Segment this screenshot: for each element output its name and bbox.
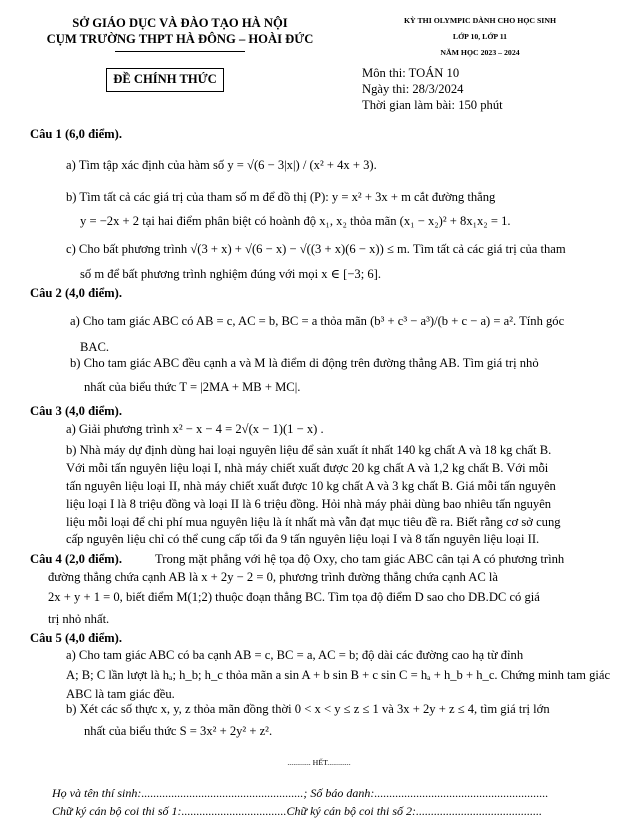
exam-grade: LỚP 10, LỚP 11 xyxy=(452,32,508,41)
q2-a-line1: a) Cho tam giác ABC có AB = c, AC = b, BC = a thỏa mãn (b³ + c³ − a³)/(b + c − a) = a². Tính góc xyxy=(70,314,565,328)
q5-a-line1: a) Cho tam giác ABC có ba cạnh AB = c, BC = a, AC = b; độ dài các đường cao hạ từ đỉnh xyxy=(66,648,524,662)
q3-a: a) Giải phương trình x² − x − 4 = 2√(x − 1)(1 − x) . xyxy=(66,422,324,436)
q2-b-line2: nhất của biểu thức T = |2MA + MB + MC|. xyxy=(84,380,301,394)
q4-line4: trị nhỏ nhất. xyxy=(48,612,110,626)
q1-c-line1: c) Cho bất phương trình √(3 + x) + √(6 − x) − √((3 + x)(6 − x)) ≤ m. Tìm tất cả các giá trị của tham xyxy=(66,242,566,256)
subject: Môn thi: TOÁN 10 xyxy=(362,66,460,80)
q5-title: Câu 5 (4,0 điểm). xyxy=(30,631,122,645)
dept-name: SỞ GIÁO DỤC VÀ ĐÀO TẠO HÀ NỘI xyxy=(72,16,288,30)
proctor-signature-line: Chữ ký cán bộ coi thi số 1:...................................Chữ ký cán bộ coi thi số 2:.......................................... xyxy=(52,804,543,818)
q2-a-line2: BAC. xyxy=(80,340,110,354)
q1-b-line2: y = −2x + 2 tại hai điểm phân biệt có hoành độ x₁, x₂ thỏa mãn (x₁ − x₂)² + 8x₁x₂ = 1. xyxy=(80,214,511,228)
q3-b-line3: tấn nguyên liệu loại II, nhà máy chiết xuất được 10 kg chất A và 3 kg chất B. Giá mỗi tấn nguyên xyxy=(66,479,556,493)
q3-b-line5: liệu mỗi loại để chi phí mua nguyên liệu là ít nhất mà vẫn đạt mục tiêu đề ra. Biết rằng cơ sở cung xyxy=(66,515,561,529)
official-label: ĐỀ CHÍNH THỨC xyxy=(113,72,217,86)
q5-b-line2: nhất của biểu thức S = 3x² + 2y² + z². xyxy=(84,724,273,738)
exam-date: Ngày thi: 28/3/2024 xyxy=(362,82,464,96)
q5-b-line1: b) Xét các số thực x, y, z thỏa mãn đồng thời 0 < x < y ≤ z ≤ 1 và 3x + 2y + z ≤ 4, tìm giá trị lớn xyxy=(66,702,550,716)
q4-line3: 2x + y + 1 = 0, biết điểm M(1;2) thuộc đoạn thẳng BC. Tìm tọa độ điểm D sao cho DB.DC có giá xyxy=(48,590,540,604)
q2-title: Câu 2 (4,0 điểm). xyxy=(30,286,122,300)
exam-year: NĂM HỌC 2023 – 2024 xyxy=(440,48,520,57)
exam-title: KỲ THI OLYMPIC DÀNH CHO HỌC SINH xyxy=(403,16,557,25)
q1-b-line1: b) Tìm tất cả các giá trị của tham số m để đồ thị (P): y = x² + 3x + m cắt đường thẳng xyxy=(66,190,496,204)
q2-b-line1: b) Cho tam giác ABC đều cạnh a và M là điểm di động trên đường thẳng AB. Tìm giá trị nhỏ xyxy=(70,356,539,370)
q3-b-line2: Với mỗi tấn nguyên liệu loại I, nhà máy chiết xuất được 20 kg chất A và 1,2 kg chất B. Với mỗi xyxy=(66,461,549,475)
q4-line2: đường thẳng chứa cạnh AB là x + 2y − 2 = 0, phương trình đường thẳng chứa cạnh AC là xyxy=(48,570,499,584)
end-marker: ............ HẾT............ xyxy=(287,758,351,767)
q3-b-line4: liệu loại I là 8 triệu đồng và loại II là 6 triệu đồng. Hỏi nhà máy phải dùng bao nhiêu tấn nguyên xyxy=(66,497,552,511)
q5-a-line2: A; B; C lần lượt là hₐ; h_b; h_c thỏa mãn a sin A + b sin B + c sin C = hₐ + h_b + h_c. Chứng minh tam giác xyxy=(66,668,611,682)
exam-duration: Thời gian làm bài: 150 phút xyxy=(362,98,503,112)
q1-c-line2: số m để bất phương trình nghiệm đúng với mọi x ∈ [−3; 6]. xyxy=(80,267,382,281)
q3-b-line6: cấp nguyên liệu chỉ có thể cung cấp tối đa 9 tấn nguyên liệu loại I và 8 tấn nguyên liệu loại II. xyxy=(66,532,540,546)
candidate-info-line: Họ và tên thí sinh:......................................................; Số báo danh:.......................................................... xyxy=(52,786,549,800)
header-underline xyxy=(115,51,245,52)
q4-line1: Trong mặt phẳng với hệ tọa độ Oxy, cho tam giác ABC cân tại A có phương trình xyxy=(155,552,565,566)
q1-a: a) Tìm tập xác định của hàm số y = √(6 − 3|x|) / (x² + 4x + 3). xyxy=(66,158,377,172)
q5-a-line3: ABC là tam giác đều. xyxy=(66,687,175,701)
q3-title: Câu 3 (4,0 điểm). xyxy=(30,404,122,418)
school-cluster: CỤM TRƯỜNG THPT HÀ ĐÔNG – HOÀI ĐỨC xyxy=(46,32,314,46)
q1-title: Câu 1 (6,0 điểm). xyxy=(30,127,122,141)
q4-title: Câu 4 (2,0 điểm). xyxy=(30,552,122,566)
q3-b-line1: b) Nhà máy dự định dùng hai loại nguyên liệu để sản xuất ít nhất 140 kg chất A và 18 kg chất B. xyxy=(66,443,552,457)
